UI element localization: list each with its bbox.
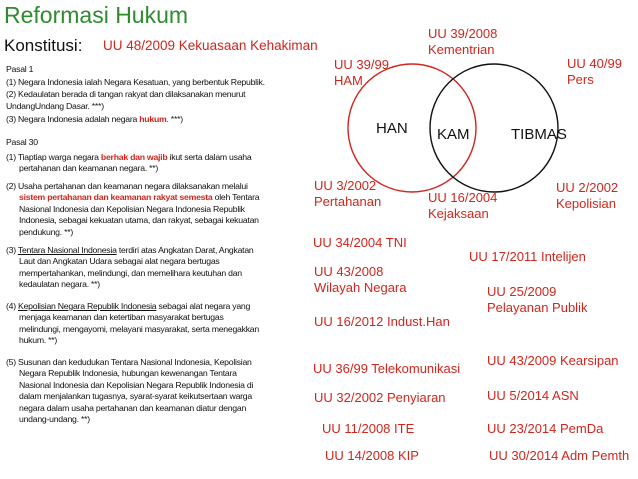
- keyword-berhak-wajib: berhak dan wajib: [100, 152, 168, 162]
- law-uu34-2004: UU 34/2004 TNI: [313, 235, 407, 250]
- law-uu17-2011: UU 17/2011 Intelijen: [469, 249, 586, 264]
- pasal30-heading: Pasal 30: [6, 137, 38, 147]
- term-polri: Kepolisian Negara Republik Indonesia: [18, 301, 157, 311]
- pasal30-item5: (5) Susunan dan kedudukan Tentara Nasional Indonesia, Kepolisian Negara Republik Indonesia, hubungan kewenangan Tentara Nasional Indonesia dan Kepolisian Negara Republik Indonesia di dalam menjalankan tugasnya, syarat-syarat keikutsertaan warga negara dalam usaha pertahanan dan keamanan diatur dengan undang-undang. **): [6, 357, 254, 425]
- law-uu23-2014: UU 23/2014 PemDa: [487, 421, 604, 436]
- law-uu16-2012: UU 16/2012 Indust.Han: [314, 314, 450, 329]
- law-uu25-2009: UU 25/2009 Pelayanan Publik: [487, 284, 588, 315]
- pasal30-item1: (1) Tiaptiap warga negara berhak dan wajib ikut serta dalam usaha pertahanan dan keamanan negara. **): [6, 152, 252, 174]
- pasal30-item3: (3) Tentara Nasional Indonesia terdiri atas Angkatan Darat, Angkatan Laut dan Angkatan Udara sebagai alat negara bertugas mempertahankan, melindungi, dan memelihara keutuhan dan kedaulatan negara. **): [6, 245, 254, 290]
- pasal1-item1: (1) Negara Indonesia ialah Negara Kesatuan, yang berbentuk Republik.: [6, 77, 265, 87]
- law-uu43-2008: UU 43/2008 Wilayah Negara: [314, 264, 407, 295]
- law-uu48-2009: UU 48/2009 Kekuasaan Kehakiman: [103, 38, 318, 53]
- law-uu39-2008: UU 39/2008 Kementrian: [428, 26, 498, 57]
- pasal1-item3: (3) Negara Indonesia adalah negara hukum. ***): [6, 114, 183, 124]
- law-uu2-2002: UU 2/2002 Kepolisian: [556, 180, 619, 211]
- venn-label-tibmas: TIBMAS: [511, 126, 567, 143]
- law-uu39-1999: UU 39/99 HAM: [334, 57, 389, 88]
- law-uu16-2004: UU 16/2004 Kejaksaan: [428, 190, 498, 221]
- venn-label-han: HAN: [376, 120, 408, 137]
- pasal30-item2: (2) Usaha pertahanan dan keamanan negara dilaksanakan melalui sistem pertahanan dan keamanan rakyat semesta oleh Tentara Nasional Indonesia dan Kepolisian Negara Indonesia Republik Indonesia, sebagai kekuatan utama, dan rakyat, sebagai kekuatan pendukung. **): [6, 181, 260, 237]
- pasal1-heading: Pasal 1: [6, 64, 34, 74]
- law-uu5-2014: UU 5/2014 ASN: [487, 388, 579, 403]
- konstitusi-label: Konstitusi:: [4, 36, 83, 55]
- slide-title: Reformasi Hukum: [4, 2, 189, 28]
- law-uu36-1999: UU 36/99 Telekomunikasi: [313, 361, 461, 376]
- pasal1-item2-cont: UndangUndang Dasar. ***): [6, 101, 104, 111]
- law-uu40-1999: UU 40/99 Pers: [567, 56, 622, 87]
- law-uu14-2008: UU 14/2008 KIP: [325, 448, 419, 463]
- law-uu43-2009: UU 43/2009 Kearsipan: [487, 353, 619, 368]
- keyword-sishankamrata: sistem pertahanan dan keamanan rakyat semesta: [19, 192, 213, 203]
- law-uu32-2002: UU 32/2002 Penyiaran: [314, 390, 446, 405]
- law-uu30-2014: UU 30/2014 Adm Pemth: [489, 448, 630, 463]
- pasal30-item4: (4) Kepolisian Negara Republik Indonesia sebagai alat negara yang menjaga keamanan dan ketertiban masyarakat bertugas melindungi, mengayomi, melayani masyarakat, serta menegakkan hukum. **): [6, 301, 259, 346]
- keyword-hukum: hukum: [139, 114, 167, 124]
- term-tni: Tentara Nasional Indonesia: [17, 245, 117, 255]
- pasal1-item2: (2) Kedaulatan berada di tangan rakyat dan dilaksanakan menurut: [6, 89, 246, 99]
- law-uu11-2008: UU 11/2008 ITE: [322, 421, 415, 436]
- venn-label-kam: KAM: [437, 126, 470, 143]
- law-uu3-2002: UU 3/2002 Pertahanan: [314, 178, 382, 209]
